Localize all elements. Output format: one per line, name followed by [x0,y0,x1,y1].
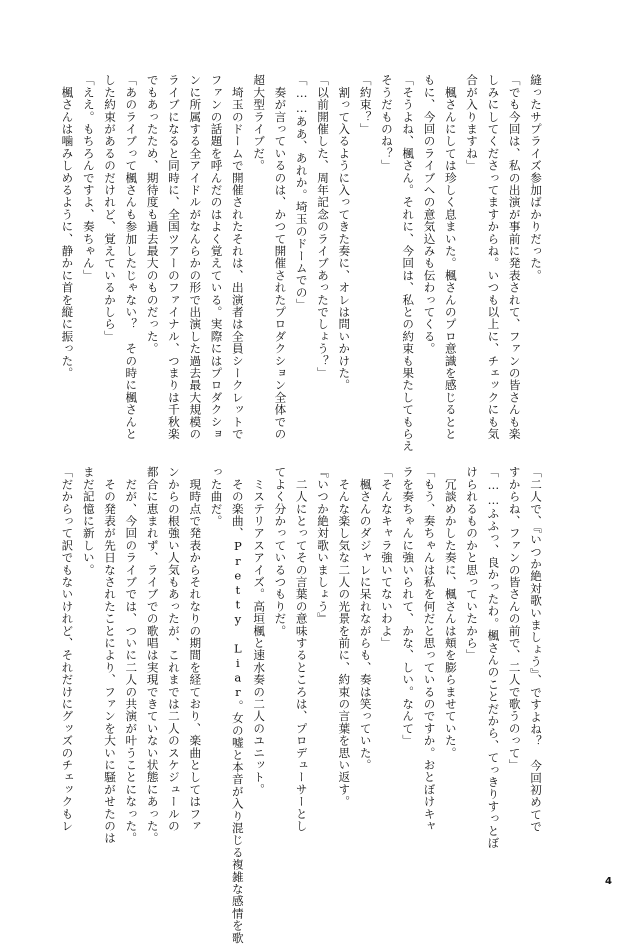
text-line: 「でも今回は、私の出演が事前に発表されて、ファンの皆さんも楽 [507,74,522,440]
text-line: けられるものかと思っていたから」 [465,466,480,662]
text-line: 「以前開催した、周年記念のライブあったでしょう？」 [316,74,331,379]
text-line: すからね、ファンの皆さんの前で、二人で歌うのって」 [507,466,522,771]
text-line: その発表が先日なされたことにより、ファンを大いに騒がせたのは [103,466,118,845]
text-line: 楓さんは噛みしめるように、静かに首を縦に振った。 [60,74,75,379]
text-line: 楓さんにしては珍しく息まいた。楓さんのプロ意識を感じるとと [443,74,458,440]
text-line: 「二人で、『いつか絶対歌いましょう』、ですよね？ 今回初めてで [529,466,543,833]
text-line: 割って入るように入ってきた奏に、オレは問いかけた。 [337,74,352,392]
text-line: だが、今回のライブでは、ついに二人の共演が叶うことになった。 [124,466,139,845]
text-line: 縫ったサプライズ参加ばかりだった。 [529,74,543,282]
text-line: 冗談めかした奏に、楓さんは頬を膨らませていた。 [443,466,458,759]
text-line: 楓さんのダジャレに呆れながらも、奏は笑っていた。 [358,466,373,771]
text-line: 二人にとってその言葉の意味するところは、プロデューサーとし [294,466,309,832]
text-line: ンからの根強い人気もあったが、これまでは二人のスケジュールの [166,466,181,832]
text-line: 合が入りますね」 [465,74,480,172]
text-line: ライブになると同時に、全国ツアーのファイナル、つまりは千秋楽 [166,74,181,440]
text-line: 「……ふふっ、良かったわ。楓さんのことだから、てっきりすっとぼ [486,466,501,849]
page-number: 4 [605,876,612,887]
text-line: 都合に恵まれず、ライブでの歌唱は実現できていない状態にあった。 [145,466,160,845]
text-line: そんな楽し気な二人の光景を前に、約束の言葉を思い返す。 [337,466,352,808]
text-line: ファンの話題を呼んだのはよく覚えている。実際にはプロダクショ [209,74,224,440]
text-line: った曲だ。 [209,466,224,527]
text-line: 「……ああ、あれか。埼玉のドームでの」 [294,74,309,311]
text-line: 「そんなキャラ強いてないわよ」 [379,466,394,649]
text-line: 「あのライブって楓さんも参加したじゃない？ その時に楓さんと [124,74,139,440]
text-line: 「もう、奏ちゃんは私を何だと思っているのですか。おとぼけキャ [422,466,437,832]
text-line: てよく分かっているつもりだ。 [273,466,288,637]
text-line: しみにしてくださってますからね。いつも以上に、チェックにも気 [486,74,501,440]
text-line: 「だからって訳でもないけれど、それだけにグッズのチェックもレ [60,466,75,832]
text-line: 「そうよね、楓さん。それに、今回は、私との約束も果たしてもらえ [401,74,416,453]
upper-text-block [60,74,546,453]
lower-text-block [60,466,546,944]
text-line: 「ええ。もちろんですよ、奏ちゃん」 [81,74,96,282]
text-line: ンに所属する全アイドルがなんらかの形で出演した過去最大規模の [188,74,203,440]
text-line: 超大型ライブだ。 [252,74,267,172]
text-line: 埼玉のドームで開催されたそれは、出演者は全員シークレットで [230,74,245,440]
text-line: した約束があるのだけれど、覚えているかしら」 [103,74,118,343]
text-line: 奏が言っているのは、かつて開催されたプロダクション全体での [273,74,288,440]
text-line: 現時点で発表からそれなりの期間を経ており、楽曲としてはファ [188,466,203,832]
text-line: そうだものね？」 [379,74,394,172]
text-line: ミステリアスアイズ。高垣楓と速水奏の二人のユニット。 [252,466,267,796]
text-line: もに、今回のライブへの意気込みも伝わってくる。 [422,74,437,355]
text-line: その楽曲、Pretty Liar。女の嘘と本音が入り混じる複雑な感情を歌 [230,466,245,944]
text-line: 「約束？」 [358,74,373,135]
text-line: まだ記憶に新しい。 [81,466,96,576]
text-line: 『いつか絶対歌いましょう』 [316,466,331,625]
text-line: ラを奏ちゃんに強いられて、かな、しい。なんて」 [401,466,416,747]
text-line: でもあったため、期待度も過去最大のものだった。 [145,74,160,355]
